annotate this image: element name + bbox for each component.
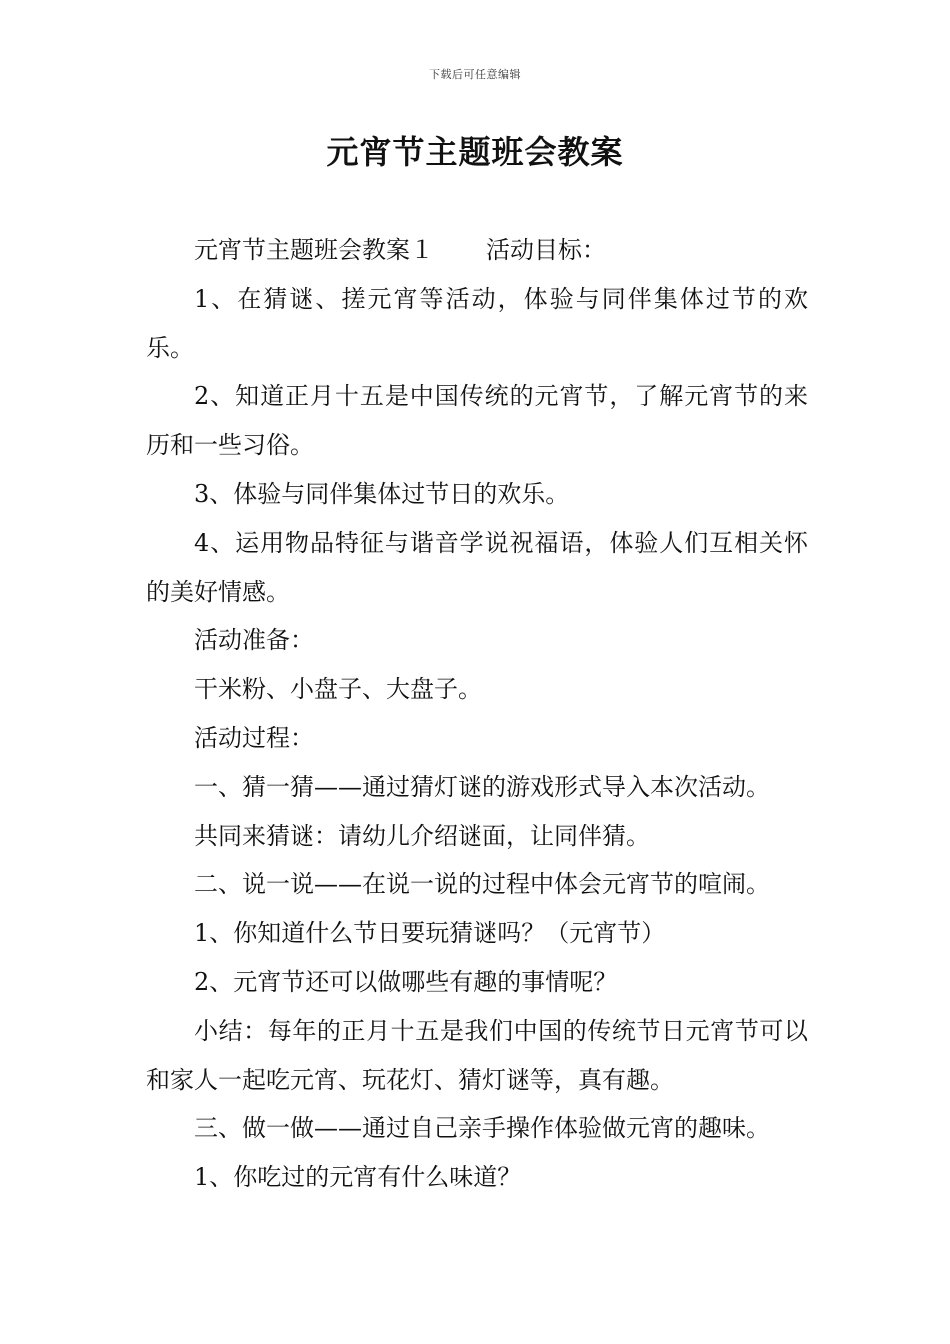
document-title: 元宵节主题班会教案 (326, 133, 624, 171)
paragraph-riddle: 共同来猜谜：请幼儿介绍谜面，让同伴猜。 (194, 821, 650, 850)
paragraph-goal-4: 4、运用物品特征与谐音学说祝福语，体验人们互相关怀的美好情感。 (146, 528, 808, 606)
paragraph-goal-2: 2、知道正月十五是中国传统的元宵节，了解元宵节的来历和一些习俗。 (146, 382, 808, 460)
paragraph-goal-3: 3、体验与同伴集体过节日的欢乐。 (194, 479, 570, 508)
paragraph-step-3: 三、做一做——通过自己亲手操作体验做元宵的趣味。 (194, 1114, 770, 1143)
document-body (146, 226, 808, 1202)
paragraph-materials: 干米粉、小盘子、大盘子。 (194, 675, 482, 704)
paragraph-step-1: 一、猜一猜——通过猜灯谜的游戏形式导入本次活动。 (194, 772, 770, 801)
intro-paragraph (146, 226, 808, 275)
intro-heading: 活动目标： (486, 236, 606, 264)
paragraph-goal-1: 1、在猜谜、搓元宵等活动，体验与同伴集体过节的欢乐。 (146, 284, 808, 362)
paragraph-summary: 小结：每年的正月十五是我们中国的传统节日元宵节可以和家人一起吃元宵、玩花灯、猜灯谜等，真有趣。 (146, 1016, 808, 1094)
paragraph-question-2: 2、元宵节还可以做哪些有趣的事情呢？ (194, 967, 618, 996)
paragraph-question-3: 1、你吃过的元宵有什么味道？ (194, 1163, 522, 1192)
heading-preparation: 活动准备： (194, 626, 314, 655)
paragraph-step-2: 二、说一说——在说一说的过程中体会元宵节的喧闹。 (194, 870, 770, 899)
intro-doc-name: 元宵节主题班会教案１ (194, 236, 434, 264)
heading-process: 活动过程： (194, 723, 314, 752)
paragraph-question-1: 1、你知道什么节日要玩猜谜吗？（元宵节） (194, 919, 666, 948)
header-note: 下载后可任意编辑 (429, 68, 521, 81)
